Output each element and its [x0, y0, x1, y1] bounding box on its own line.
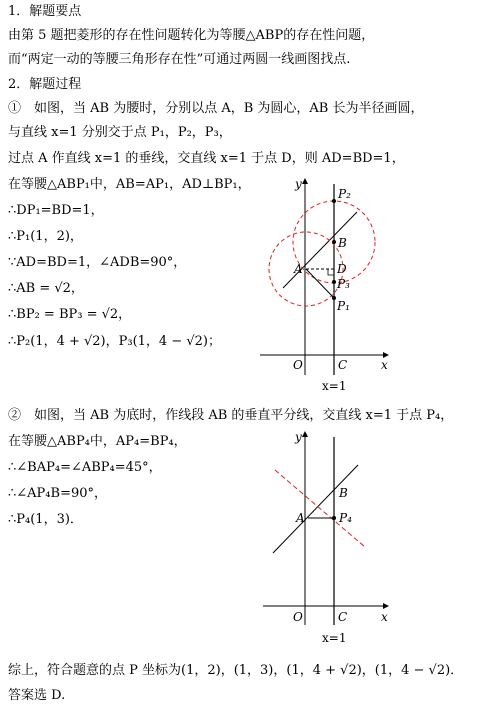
case1-line: ① 如图，当 AB 为腰时，分别以点 A，B 为圆心，AB 长为半径画圆， — [8, 101, 424, 116]
case1-line: ∴BP₂ = BP₃ = √2， — [8, 307, 132, 322]
line-ab — [273, 465, 358, 553]
case1-line: ∴P₂(1，4 + √2)，P₃(1，4 − √2)； — [8, 334, 221, 349]
case2-line: ∴P₄(1，3)． — [8, 512, 83, 527]
label-p1: P₁ — [337, 299, 350, 313]
case1-line: ∵AD=BD=1，∠ADB=90°， — [8, 255, 187, 270]
point-p4 — [332, 516, 336, 520]
conclusion-answer: 答案选 D. — [8, 688, 66, 703]
case2-line: ∴∠AP₄B=90°， — [8, 486, 107, 501]
label-y: y — [295, 430, 302, 444]
point-p3 — [332, 280, 336, 284]
label-line: x=1 — [322, 379, 347, 393]
point-p1 — [332, 296, 336, 300]
label-origin: O — [293, 358, 303, 372]
section2-heading: 2．解题过程 — [8, 77, 82, 92]
case1-line: 与直线 x=1 分别交于点 P₁，P₂，P₃， — [8, 125, 232, 140]
x-axis-arrow — [383, 603, 389, 609]
label-x: x — [381, 358, 388, 372]
label-p3: P₃ — [337, 277, 350, 291]
segment-ap1 — [306, 269, 334, 298]
case2-line: ∴∠BAP₄=∠ABP₄=45°， — [8, 460, 162, 475]
label-a: A — [294, 262, 303, 276]
case2-line: 在等腰△ABP₄中，AP₄=BP₄， — [8, 434, 187, 449]
section1-paragraph-2: 而“两定一动的等腰三角形存在性”可通过两圆一线画图找点. — [8, 52, 351, 67]
label-b: B — [339, 486, 348, 500]
label-y: y — [295, 177, 302, 191]
case1-line: 过点 A 作直线 x=1 的垂线，交直线 x=1 于点 D，则 AD=BD=1， — [8, 151, 405, 166]
label-origin: O — [293, 610, 303, 624]
figure-1 — [255, 170, 405, 395]
label-x: x — [381, 610, 388, 624]
case1-line: ∴P₁(1，2)， — [8, 229, 83, 244]
case1-line: ∴AB = √2， — [8, 281, 84, 296]
label-d: D — [337, 262, 347, 276]
label-p2: P₂ — [338, 187, 351, 201]
case2-line: ② 如图，当 AB 为底时，作线段 AB 的垂直平分线，交直线 x=1 于点 P₄， — [8, 408, 454, 423]
label-p4: P₄ — [339, 511, 352, 525]
section1-heading: 1．解题要点 — [8, 4, 82, 19]
case1-line: 在等腰△ABP₁中，AB=AP₁，AD⊥BP₁， — [8, 177, 251, 192]
case1-line: ∴DP₁=BD=1， — [8, 203, 104, 218]
label-c: C — [338, 610, 348, 624]
perpendicular-bisector — [275, 470, 365, 547]
label-a: A — [296, 511, 305, 525]
section1-paragraph-1: 由第 5 题把菱形的存在性问题转化为等腰△ABP的存在性问题， — [8, 28, 375, 43]
point-p2 — [332, 199, 336, 203]
right-angle-mark — [328, 269, 334, 275]
label-c: C — [338, 358, 348, 372]
label-line: x=1 — [322, 631, 347, 645]
conclusion-summary: 综上，符合题意的点 P 坐标为(1，2)，(1，3)，(1，4 + √2)，(1，4 − √2)． — [8, 663, 464, 678]
label-b: B — [338, 236, 347, 250]
y-axis-arrow — [302, 431, 308, 437]
figure-2 — [255, 425, 405, 650]
y-axis-arrow — [302, 178, 308, 184]
point-b — [332, 240, 336, 244]
